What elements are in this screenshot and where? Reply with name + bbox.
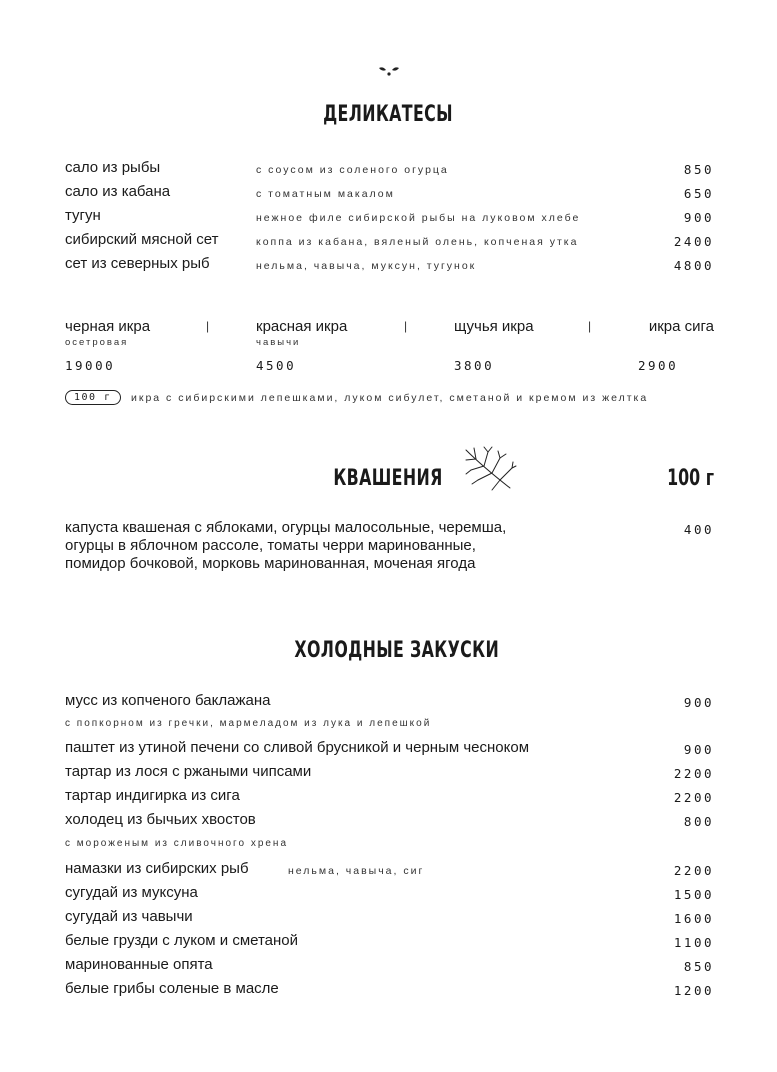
caviar-price: 2900 (638, 358, 679, 373)
list-item: тугун (65, 207, 101, 224)
caviar-price: 19000 (65, 358, 116, 373)
caviar-name: икра сига (648, 318, 714, 335)
item-price: 1600 (673, 911, 714, 926)
item-description: нежное филе сибирской рыбы на луковом хлебе (256, 212, 581, 224)
item-price: 900 (683, 210, 714, 225)
caviar-subtitle: осетровая (65, 337, 129, 348)
item-description: с мороженым из сливочного хрена (65, 838, 289, 849)
list-item: сугудай из чавычи (65, 908, 193, 925)
item-price: 2200 (673, 863, 714, 878)
item-price: 1100 (673, 935, 714, 950)
item-description: с попкорном из гречки, мармеладом из лука и лепешкой (65, 718, 432, 729)
dill-sprig-icon (462, 444, 518, 494)
item-description: нельма, чавыча, муксун, тугунок (256, 260, 477, 272)
caviar-note: икра с сибирскими лепешками, луком сибулет, сметаной и кремом из желтка (131, 392, 649, 404)
section-title-cold-appetizers: ХОЛОДНЫЕ ЗАКУСКИ (294, 638, 500, 663)
item-price: 900 (683, 742, 714, 757)
caviar-name: щучья икра (454, 318, 534, 335)
list-item: сибирский мясной сет (65, 231, 219, 248)
list-item: паштет из утиной печени со сливой брусникой и черным чесноком (65, 739, 530, 756)
item-description: с соусом из соленого огурца (256, 164, 449, 176)
caviar-price: 4500 (256, 358, 297, 373)
item-price: 1200 (673, 983, 714, 998)
item-description: нельма, чавыча, сиг (288, 865, 425, 877)
portion-unit: 100 г (667, 466, 714, 491)
item-price: 650 (683, 186, 714, 201)
caviar-separator: | (404, 319, 408, 333)
list-item: сало из кабана (65, 183, 171, 200)
list-item: холодец из бычьих хвостов (65, 811, 256, 828)
caviar-separator: | (588, 319, 592, 333)
item-price: 4800 (673, 258, 714, 273)
item-price: 2200 (673, 766, 714, 781)
portion-badge: 100 г (65, 390, 121, 405)
item-price: 850 (683, 959, 714, 974)
list-item: мусс из копченого баклажана (65, 692, 271, 709)
item-price: 900 (683, 695, 714, 710)
caviar-price: 3800 (454, 358, 495, 373)
item-price: 1500 (673, 887, 714, 902)
caviar-name: черная икра (65, 318, 151, 335)
section-title-pickles: КВАШЕНИЯ (333, 466, 443, 491)
pickles-description-line: капуста квашеная с яблоками, огурцы малосольные, черемша, (65, 519, 507, 536)
list-item: белые грузди с луком и сметаной (65, 932, 299, 949)
list-item: тартар индигирка из сига (65, 787, 240, 804)
list-item: маринованные опята (65, 956, 213, 973)
list-item: белые грибы соленые в масле (65, 980, 279, 997)
list-item: сугудай из муксуна (65, 884, 198, 901)
item-price: 850 (683, 162, 714, 177)
list-item: тартар из лося с ржаными чипсами (65, 763, 312, 780)
item-description: с томатным макалом (256, 188, 395, 200)
list-item: намазки из сибирских рыб (65, 860, 249, 877)
item-price: 400 (683, 522, 714, 537)
item-description: коппа из кабана, вяленый олень, копченая утка (256, 236, 579, 248)
list-item: сало из рыбы (65, 159, 161, 176)
caviar-separator: | (206, 319, 210, 333)
item-price: 2400 (673, 234, 714, 249)
caviar-name: красная икра (256, 318, 348, 335)
list-item: сет из северных рыб (65, 255, 210, 272)
leaf-ornament-icon (376, 64, 402, 78)
item-price: 800 (683, 814, 714, 829)
item-price: 2200 (673, 790, 714, 805)
caviar-subtitle: чавычи (256, 337, 301, 348)
section-title-delicacies: ДЕЛИКАТЕСЫ (323, 102, 453, 127)
pickles-description-line: огурцы в яблочном рассоле, томаты черри маринованные, (65, 537, 476, 554)
pickles-description-line: помидор бочковой, морковь маринованная, моченая ягода (65, 555, 476, 572)
